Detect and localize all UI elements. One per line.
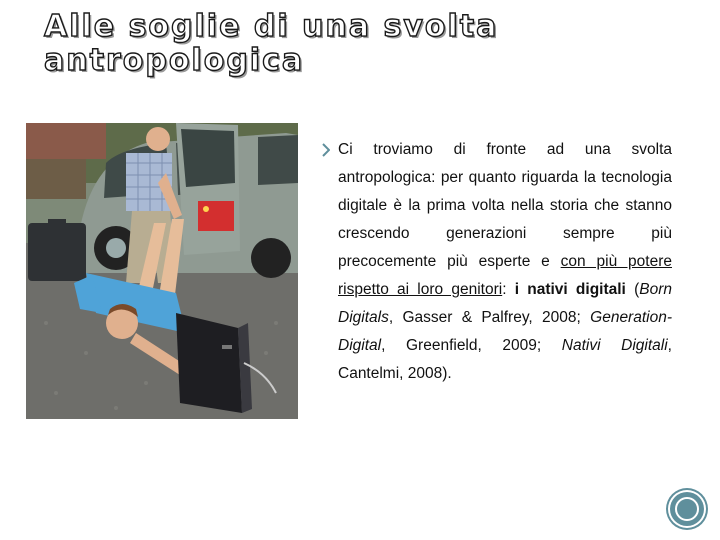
photo — [26, 123, 298, 419]
ref-open: ( — [625, 281, 640, 298]
photo-illustration — [26, 123, 298, 419]
body-paragraph — [338, 136, 672, 388]
ref1-title: Born Digitals — [338, 281, 672, 326]
ref1-rest: , Gasser & Palfrey, 2008; — [388, 309, 591, 326]
paragraph-intro: Ci troviamo di fronte ad una svolta antropologica: per quanto riguarda la tecnologia digitale è la prima volta nella storia che stanno crescendo generazioni sempre più precocemente più esperte e — [338, 141, 672, 270]
next-slide-button[interactable] — [670, 492, 704, 526]
slide-title: Alle soglie di una svolta antropologica — [44, 9, 499, 78]
bullet-icon — [322, 143, 330, 157]
ref2-rest: , Greenfield, 2009; — [381, 337, 562, 354]
ref2-title: Generation-Digital — [338, 309, 672, 354]
paragraph-colon: : — [502, 281, 515, 298]
ref3-title: Nativi Digitali — [561, 337, 668, 354]
paragraph-underlined: con più potere rispetto ai loro genitori — [338, 253, 672, 298]
paragraph-bold: i nativi digitali — [514, 281, 626, 298]
ref3-rest: , Cantelmi, 2008). — [338, 337, 672, 382]
next-slide-icon[interactable] — [675, 497, 699, 521]
